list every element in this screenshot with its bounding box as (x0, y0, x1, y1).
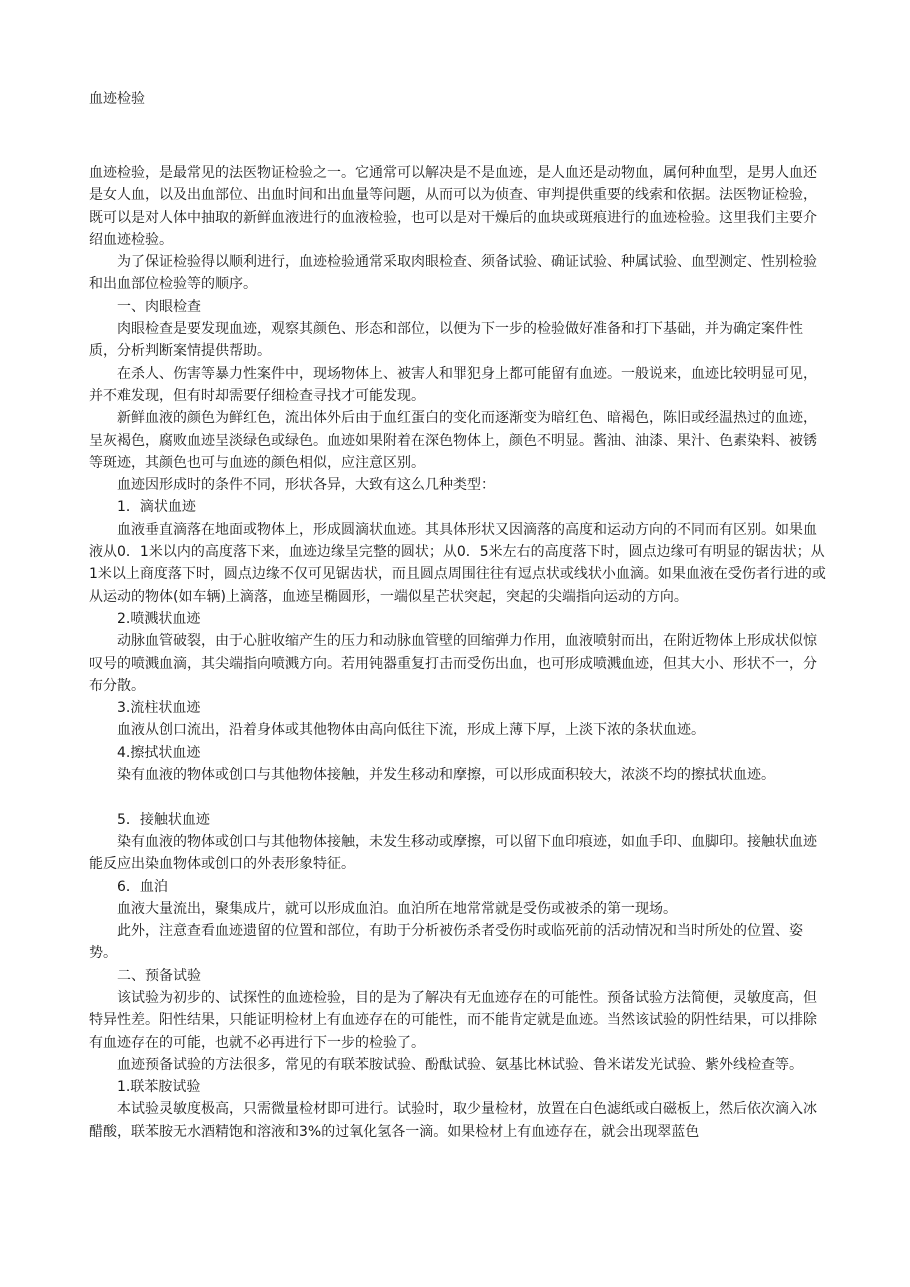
paragraph-blood-pool: 血液大量流出，聚集成片，就可以形成血泊。血泊所在地常常就是受伤或被杀的第一现场。 (89, 900, 677, 917)
paragraph-stain-location: 此外，注意查看血迹遗留的位置和部位，有助于分析被伤杀者受伤时或临死前的活动情况和当时所处的位置、姿势。 (89, 923, 803, 962)
paragraph-benzidine-test: 本试验灵敏度极高，只需微量检材即可进行。试验时，取少量检材，放置在白色滤纸或白磁板上，然后依次滴入冰醋酸，联苯胺无水酒精饱和溶液和3%的过氧化氢各一滴。如果检材上有血迹存在，就会出现翠蓝色 (89, 1101, 817, 1140)
subheading-spatter-stain: 2.喷溅状血迹 (89, 610, 201, 627)
subheading-benzidine-test: 1.联苯胺试验 (89, 1079, 201, 1096)
paragraph-visual-inspection: 肉眼检查是要发现血迹，观察其颜色、形态和部位，以便为下一步的检验做好准备和打下基础，并为确定案件性质，分析判断案情提供帮助。 (89, 321, 803, 360)
paragraph-spatter-stain: 动脉血管破裂，由于心脏收缩产生的压力和动脉血管壁的回缩弹力作用，血液喷射而出，在附近物体上形成状似惊叹号的喷溅血滴，其尖端指向喷溅方向。若用钝器重复打击而受伤出血，也可形成喷溅血迹，但其大小、形状不一，分布分散。 (89, 633, 817, 694)
document-body (89, 162, 827, 1143)
subheading-contact-stain: 5．接触状血迹 (89, 811, 210, 828)
paragraph-procedure-order: 为了保证检验得以顺利进行，血迹检验通常采取肉眼检查、须备试验、确证试验、种属试验、血型测定、性别检验和出血部位检验等的顺序。 (89, 254, 817, 293)
blank-line (89, 786, 827, 808)
paragraph-blood-color: 新鲜血液的颜色为鲜红色，流出体外后由于血红蛋白的变化而逐渐变为暗红色、暗褐色，陈旧或经温热过的血迹，呈灰褐色，腐败血迹呈淡绿色或绿色。血迹如果附着在深色物体上，颜色不明显。酱油、油漆、果汁、色素染料、被锈等斑迹，其颜色也可与血迹的颜色相似，应注意区别。 (89, 410, 817, 471)
section-heading-preliminary-test: 二、预备试验 (89, 967, 201, 984)
paragraph-intro: 血迹检验，是最常见的法医物证检验之一。它通常可以解决是不是血迹，是人血还是动物血，属何种血型，是男人血还是女人血，以及出血部位、出血时间和出血量等问题，从而可以为侦查、审判提供重要的线索和依据。法医物证检验，既可以是对人体中抽取的新鲜血液进行的血液检验，也可以是对干燥后的血块或斑痕进行的血迹检验。这里我们主要介绍血迹检验。 (89, 165, 817, 248)
subheading-blood-pool: 6．血泊 (89, 878, 168, 895)
paragraph-preliminary-methods: 血迹预备试验的方法很多，常见的有联苯胺试验、酚酞试验、氨基比林试验、鲁米诺发光试验、紫外线检查等。 (89, 1056, 803, 1073)
paragraph-violent-cases: 在杀人、伤害等暴力性案件中，现场物体上、被害人和罪犯身上都可能留有血迹。一般说来，血迹比较明显可见，并不难发现，但有时却需要仔细检查寻找才可能发现。 (89, 365, 817, 404)
paragraph-stain-types-intro: 血迹因形成时的条件不同，形状各异，大致有这么几种类型： (89, 477, 495, 494)
paragraph-preliminary-test: 该试验为初步的、试探性的血迹检验，目的是为了解决有无血迹存在的可能性。预备试验方法简便，灵敏度高，但特异性差。阳性结果，只能证明检材上有血迹存在的可能性，而不能肯定就是血迹。当然该试验的阴性结果，可以排除有血迹存在的可能，也就不必再进行下一步的检验了。 (89, 989, 817, 1051)
paragraph-contact-stain: 染有血液的物体或创口与其他物体接触，未发生移动或摩擦，可以留下血印痕迹，如血手印、血脚印。接触状血迹能反应出染血物体或创口的外表形象特征。 (89, 833, 817, 873)
paragraph-drip-stain: 血液垂直滴落在地面或物体上，形成圆滴状血迹。其具体形状又因滴落的高度和运动方向的不同而有区别。如果血液从0．1米以内的高度落下来，血迹边缘呈完整的圆状；从0．5米左右的高度落下时，圆点边缘可有明显的锯齿状；从1米以上商度落下时，圆点边缘不仅可见锯齿状，而且圆点周围往往有逗点状或线状小血滴。如果血液在受伤者行进的或从运动的物体(如车辆)上滴落，血迹呈椭圆形，一端似星芒状突起，突起的尖端指向运动的方向。 (89, 521, 826, 605)
section-heading-visual-inspection: 一、肉眼检查 (89, 298, 201, 315)
paragraph-wipe-stain: 染有血液的物体或创口与其他物体接触，并发生移动和摩擦，可以形成面积较大，浓淡不均的擦拭状血迹。 (89, 767, 775, 784)
document-title: 血迹检验 (89, 91, 145, 107)
paragraph-flow-stain: 血液从创口流出，沿着身体或其他物体由高向低往下流，形成上薄下厚，上淡下浓的条状血迹。 (89, 722, 705, 739)
subheading-flow-stain: 3.流柱状血迹 (89, 700, 201, 717)
subheading-wipe-stain: 4.擦拭状血迹 (89, 744, 201, 761)
subheading-drip-stain: 1．滴状血迹 (89, 499, 196, 516)
